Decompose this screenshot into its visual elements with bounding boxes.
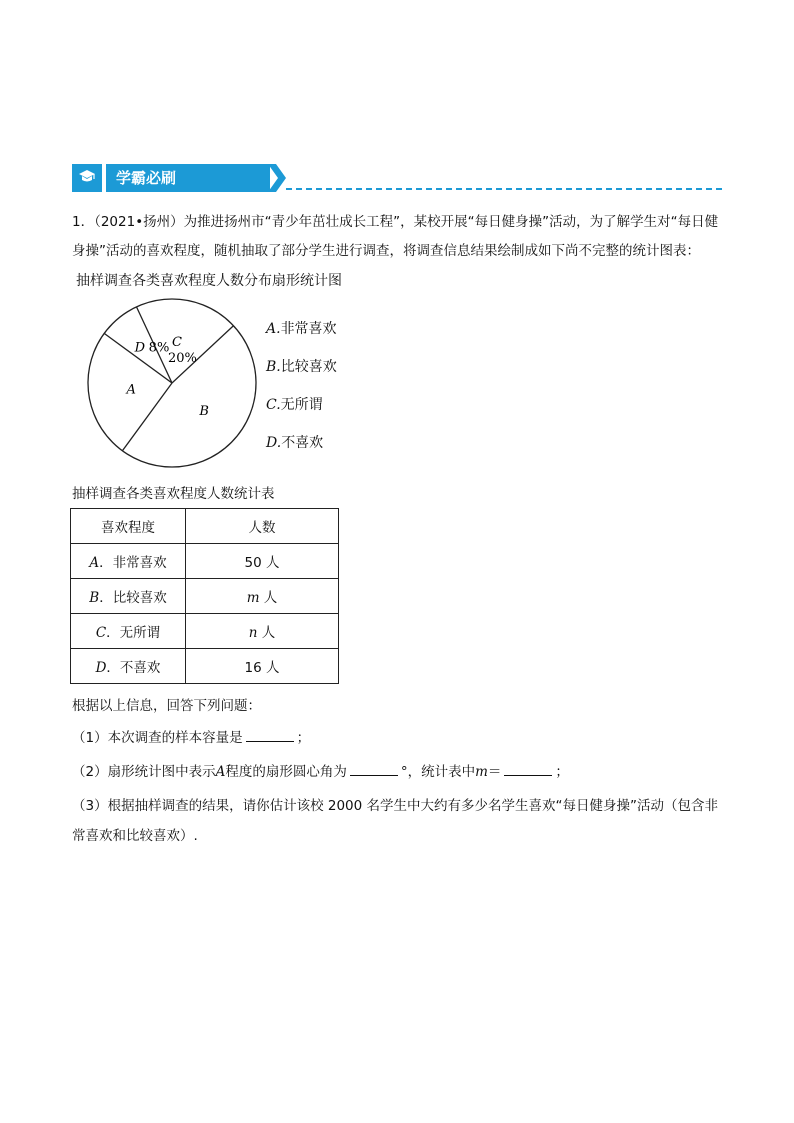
table-row: A．非常喜欢 50 人 (71, 544, 339, 579)
question-source: （2021•扬州） (94, 214, 184, 230)
subquestion-intro: 根据以上信息，回答下列问题： (72, 698, 261, 714)
pie-chart-title: 抽样调查各类喜欢程度人数分布扇形统计图 (76, 273, 342, 289)
legend-item-b: B.比较喜欢 (266, 359, 337, 375)
subquestion-2: （2）扇形统计图中表示A程度的扇形圆心角为 °，统计表中m＝ ； (72, 764, 569, 780)
subquestion-1: （1）本次调查的样本容量是 ； (72, 730, 311, 746)
statistics-table (70, 508, 339, 684)
pie-slice-label-c: C (172, 334, 182, 350)
pie-slice-label-a: A (126, 382, 136, 398)
subquestion-3-line-2: 常喜欢和比较喜欢）. (72, 828, 198, 844)
table-row: B．比较喜欢 m 人 (71, 579, 339, 614)
legend-item-a: A.非常喜欢 (266, 321, 337, 337)
graduation-cap-icon (72, 164, 102, 192)
question-stem (72, 208, 722, 266)
chevron-right-icon (268, 164, 288, 194)
table-row: D．不喜欢 16 人 (71, 649, 339, 684)
table-header-cell: 人数 (186, 509, 339, 544)
pie-legend (266, 318, 337, 470)
table-header-row (71, 509, 339, 544)
table-title: 抽样调查各类喜欢程度人数统计表 (72, 486, 275, 502)
section-title: 学霸必刷 (106, 164, 270, 192)
answer-blank[interactable] (350, 763, 398, 776)
section-header (72, 164, 722, 194)
answer-blank[interactable] (246, 729, 294, 742)
question-number: 1． (72, 214, 95, 230)
table-row: C．无所谓 n 人 (71, 614, 339, 649)
subquestion-3-line-1: （3）根据抽样调查的结果，请你估计该校 2000 名学生中大约有多少名学生喜欢“每日健身操”活动（包含非 (72, 798, 719, 814)
pie-slice-label-b: B (199, 403, 209, 419)
legend-item-d: D.不喜欢 (266, 435, 324, 451)
pie-slice-label-d: D (134, 340, 146, 356)
pie-chart (82, 296, 262, 472)
question-body: 为推进扬州市“青少年茁壮成长工程”，某校开展“每日健身操”活动，为了解学生对“每日健身操”活动的喜欢程度，随机抽取了部分学生进行调查，将调查信息结果绘制成如下尚不完整的统计图表： (72, 214, 719, 259)
pie-slice-value-c: 20% (168, 350, 197, 366)
table-header-cell: 喜欢程度 (71, 509, 186, 544)
divider (286, 188, 722, 190)
answer-blank[interactable] (504, 763, 552, 776)
legend-item-c: C.无所谓 (266, 397, 323, 413)
pie-slice-value-d: 8% (148, 340, 170, 356)
